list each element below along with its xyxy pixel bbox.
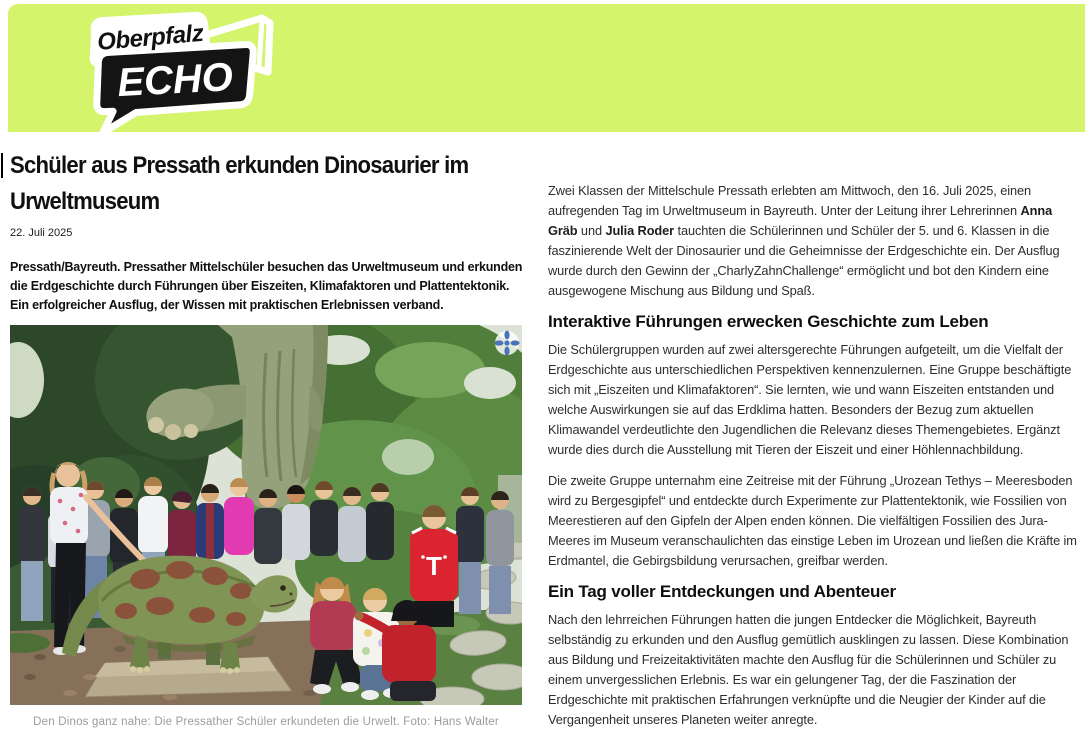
- oberpfalz-echo-logo-icon: [78, 8, 293, 134]
- article-lede: Pressath/Bayreuth. Pressather Mittelschüler besuchen das Urweltmuseum und erkunden die Erdgeschichte durch Führungen über Eiszeiten, Klimafaktoren und Plattentektonik. Ein erfolgreicher Ausflug, der Wissen mit praktischen Erlebnissen verband.: [10, 260, 523, 312]
- text-cursor-artifact: [1, 153, 3, 178]
- brand-logo[interactable]: [78, 8, 293, 134]
- intro-text: und: [577, 223, 606, 238]
- article-title: Schüler aus Pressath erkunden Dinosaurier im Urweltmuseum: [10, 152, 469, 215]
- statue-pedestal: [85, 657, 292, 697]
- section-paragraph: Nach den lehrreichen Führungen hatten die jungen Entdecker die Möglichkeit, Bayreuth selbständig zu erkunden und den Ausflug gemütlich ausklingen zu lassen. Diese Kombination aus Bildung und Freizeitaktivitäten machte den Ausflug für die Schülerinnen und Schüler zu einem unvergesslichen Erlebnis. Es war ein gelungener Tag, der die Faszination der Erdgeschichte mit praktischen Erfahrungen verknüpfte und die Neugier der Kinder auf die Vergangenheit unseres Planeten weiter anregte.: [548, 612, 1069, 727]
- intro-paragraph: [548, 181, 1082, 301]
- section-heading-2: Ein Tag voller Entdeckungen und Abenteuer: [548, 582, 896, 601]
- section-paragraph: Die zweite Gruppe unternahm eine Zeitreise mit der Führung „Urozean Tethys – Meeresboden wird zu Bergesgipfel“ und entdeckte durch Experimente zur Plattentektonik, wie Fossilien von Meerestieren auf den Gipfeln der Alpen enden können. Die vielfältigen Fossilien des Jura-Meeres im Museum veranschaulichten das einstige Leben im Urozean und ließen die Kräfte im Erdmantel, die Gebirgsbildung verursachen, greifbar werden.: [548, 473, 1077, 568]
- teacher-name-2: Julia Roder: [605, 223, 675, 238]
- article-photo: [10, 325, 522, 705]
- article-body: [548, 181, 1082, 741]
- intro-text: tauchten die Schülerinnen und Schüler der 5. und 6. Klassen in die faszinierende Welt der Dinosaurier und die Geheimnisse der Erdgeschichte ein. Der Ausflug wurde durch den Gewinn der „CharlyZahnChallenge“ ermöglicht und bot den Kindern eine ausgewogene Mischung aus Bildung und Spaß.: [548, 223, 1060, 298]
- article-date: 22. Juli 2025: [10, 227, 73, 239]
- teacher-name-1: Anna Gräb: [548, 203, 1053, 238]
- group-photo-with-dinosaurs: [10, 325, 522, 705]
- section-paragraph: Die Schülergruppen wurden auf zwei altersgerechte Führungen aufgeteilt, um die Vielfalt der Erdgeschichte aus unterschiedlichen Perspektiven kennenzulernen. Eine Gruppe beschäftigte sich mit „Eiszeiten und Klimafaktoren“. Sie lernten, wie und wann Eiszeiten entstanden und welche Auswirkungen sie auf das Erdklima hatten. Besonders der Bezug zum aktuellen Klimawandel verdeutlichte den Jugendlichen die Relevanz dieses Themengebietes. Ergänzt wurde dies durch die Ausstellung mit Tieren der Eiszeit und einer Höhlennachbildung.: [548, 342, 1072, 457]
- logo-top-text: Oberpfalz: [96, 19, 205, 56]
- section-heading-1: Interaktive Führungen erwecken Geschichte zum Leben: [548, 312, 989, 331]
- photo-caption: Den Dinos ganz nahe: Die Pressather Schüler erkundeten die Urwelt. Foto: Hans Walter: [33, 716, 499, 728]
- intro-text: Zwei Klassen der Mittelschule Pressath erlebten am Mittwoch, den 16. Juli 2025, einen aufregenden Tag im Urweltmuseum in Bayreuth. Unter der Leitung ihrer Lehrerinnen: [548, 183, 1032, 218]
- logo-main-text: ECHO: [116, 55, 234, 106]
- svg-text:T: T: [426, 551, 442, 581]
